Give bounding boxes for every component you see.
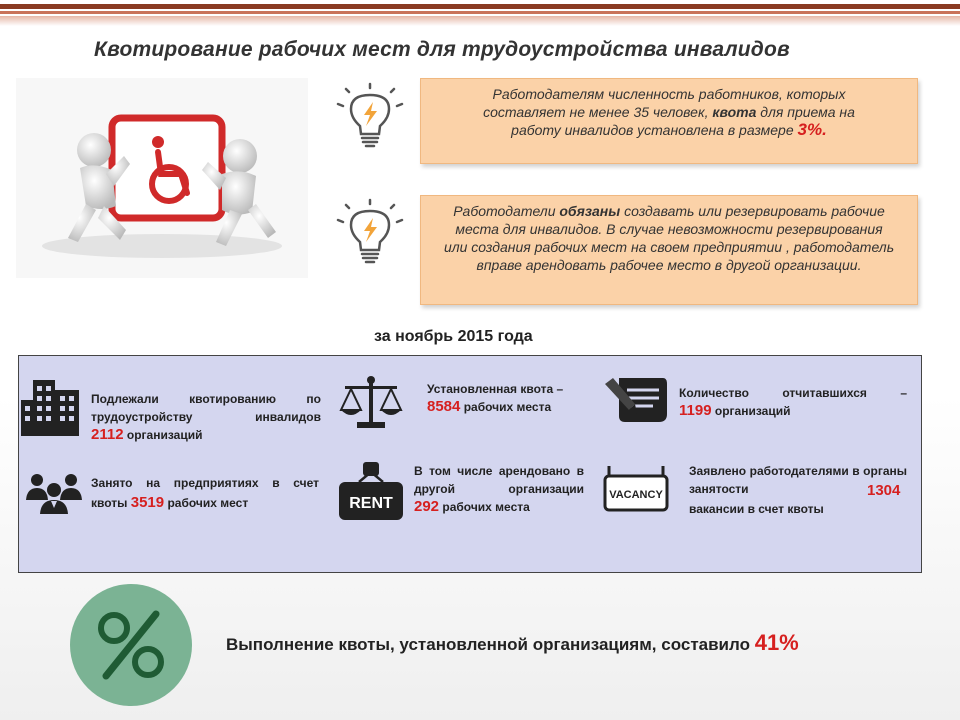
stat-employed: Занято на предприятиях в счет xyxy=(91,476,319,490)
stat-rented: В том числе арендовано в другой организации xyxy=(414,464,584,496)
lightbulb-icon xyxy=(331,196,409,274)
people-icon xyxy=(23,470,85,521)
stat-quota-subject: Подлежали квотированию по трудоустройству инвалидов xyxy=(91,392,321,424)
stat-vacancies: Заявлено работодателями в органы занятости xyxy=(689,464,907,496)
vacancy-label: VACANCY xyxy=(609,489,663,501)
top-decoration-bar xyxy=(0,0,960,28)
stat-quota-subject-value: 2112 организаций xyxy=(91,426,203,443)
quota-fulfillment-summary: Выполнение квоты, установленной организациям, составило 41% xyxy=(226,630,799,655)
stat-vacancies-suffix: вакансии в счет квоты xyxy=(689,502,824,516)
stat-reported-orgs-value: 1199 организаций xyxy=(679,402,791,419)
lightbulb-icon xyxy=(331,80,409,158)
stats-panel xyxy=(18,355,922,573)
quota-percent-value: 3%. xyxy=(797,120,827,139)
vacancy-sign-icon xyxy=(603,464,669,519)
stat-reported-orgs: Количество отчитавшихся – xyxy=(679,386,907,400)
quota-info-line2: составляет не менее 35 человек, квота для приема на xyxy=(483,104,855,120)
quota-info-line3: работу инвалидов установлена в размере 3%. xyxy=(511,120,827,139)
stat-vacancies-value: 1304 xyxy=(867,482,901,499)
page-title: Квотирование рабочих мест для трудоустройства инвалидов xyxy=(94,38,790,61)
rent-sign-icon xyxy=(337,460,405,527)
stat-employed-value: квоты 3519 рабочих мест xyxy=(91,494,249,511)
quota-info-box xyxy=(420,78,918,164)
percent-icon xyxy=(70,584,192,706)
document-icon xyxy=(605,374,669,431)
quota-info-line1: Работодателям численность работников, которых xyxy=(492,86,846,102)
scales-icon xyxy=(339,374,403,437)
stat-established-quota: Установленная квота – 8584 рабочих места xyxy=(427,382,564,415)
quota-fulfillment-value: 41% xyxy=(754,630,799,655)
rent-label: RENT xyxy=(349,495,393,512)
obligation-info-box: Работодатели обязаны создавать или резервировать рабочие места для инвалидов. В случае невозможности резервирования или создания рабочих мест на своем предприятии , работодатель вправе арендовать рабочее место в другой организации. xyxy=(420,195,918,305)
period-label: за ноябрь 2015 года xyxy=(374,328,533,345)
hero-illustration xyxy=(16,78,308,278)
building-icon xyxy=(21,370,85,441)
stat-rented-value: 292 рабочих места xyxy=(414,498,530,515)
